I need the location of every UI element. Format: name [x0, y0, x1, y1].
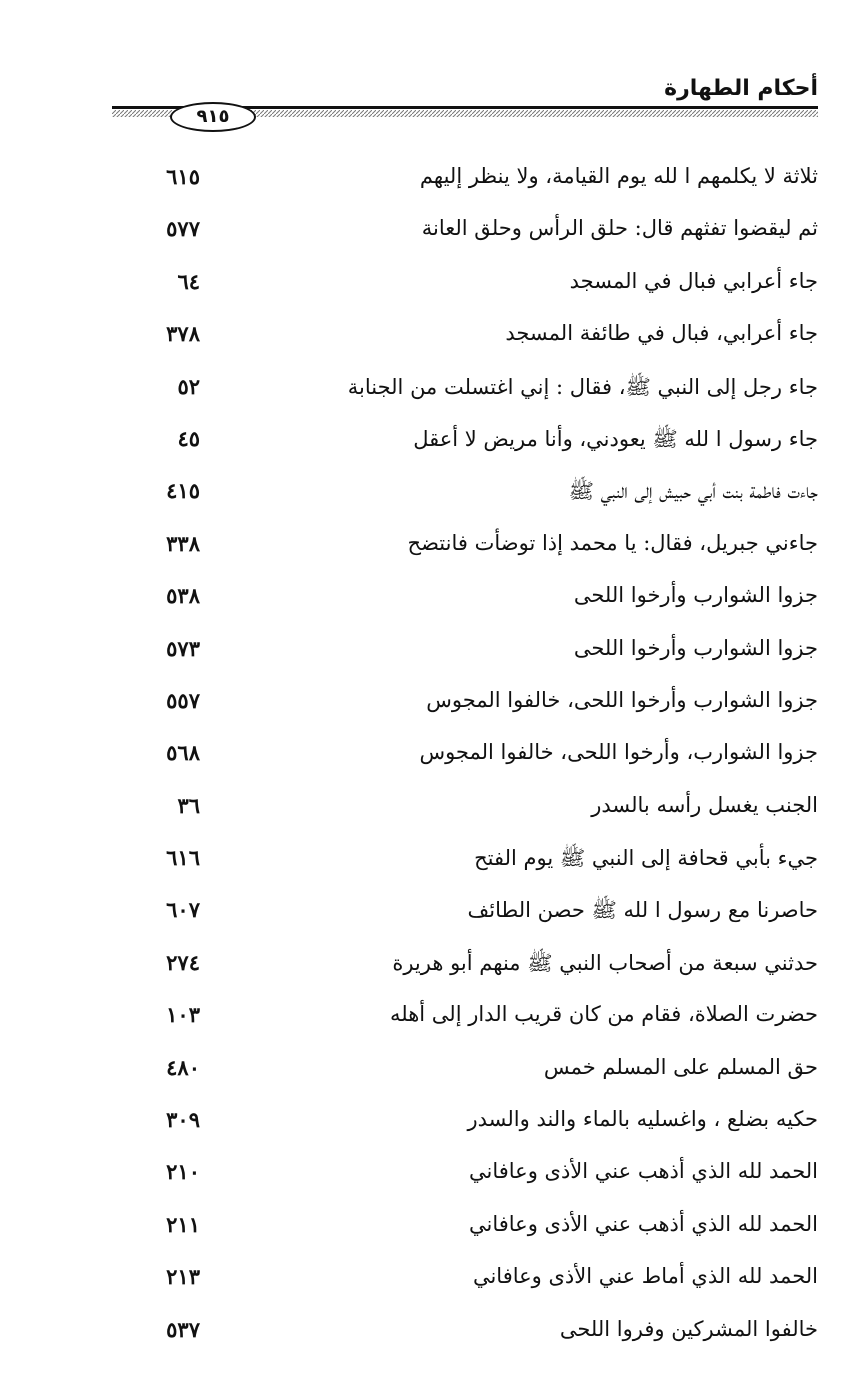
entry-text: جاء أعرابي فبال في المسجد: [569, 268, 818, 293]
entry-page-number: ٥٦٨: [166, 740, 200, 766]
entry-page-number: ٥٢: [177, 373, 200, 399]
entry-text: خالفوا المشركين وفروا اللحى: [559, 1316, 818, 1341]
entry-text: حاصرنا مع رسول ا لله ﷺ حصن الطائف: [467, 898, 818, 923]
entry-page-number: ٦٤: [177, 268, 200, 294]
entry-text: الحمد لله الذي أماط عني الأذى وعافاني: [472, 1264, 818, 1289]
entry-text: جاء أعرابي، فبال في طائفة المسجد: [505, 321, 818, 346]
entry-page-number: ٢١٣: [166, 1264, 200, 1290]
entry-text: الجنب يغسل رأسه بالسدر: [591, 792, 818, 817]
entry-text: حق المسلم على المسلم خمس: [543, 1054, 818, 1079]
entry-page-number: ٣٠٩: [166, 1107, 200, 1133]
index-entry: [0, 573, 868, 625]
entry-page-number: ٤٥: [177, 425, 200, 451]
index-entry: [0, 259, 868, 311]
entry-text: الحمد لله الذي أذهب عني الأذى وعافاني: [468, 1211, 818, 1236]
entry-page-number: ٥٣٨: [166, 583, 200, 609]
index-entry: [0, 1045, 868, 1097]
index-entry: [0, 887, 868, 939]
index-entry: [0, 992, 868, 1044]
entry-text: حكيه بضلع ، واغسليه بالماء والند والسدر: [467, 1107, 818, 1132]
index-entry: [0, 1202, 868, 1254]
entry-text: جزوا الشوارب وأرخوا اللحى: [573, 583, 818, 608]
entry-page-number: ٥٣٧: [166, 1316, 200, 1342]
index-entry: [0, 626, 868, 678]
running-header-title: أحكام الطهارة: [664, 76, 818, 101]
entry-page-number: ٢٧٤: [166, 949, 200, 975]
entry-text: جزوا الشوارب وأرخوا اللحى، خالفوا المجوس: [426, 687, 818, 712]
entry-page-number: ٦٠٧: [166, 897, 200, 923]
entry-text: جاء رسول ا لله ﷺ يعودني، وأنا مريض لا أعقل: [413, 426, 818, 451]
entry-page-number: ٣٦: [177, 792, 200, 818]
entry-page-number: ٤١٥: [166, 478, 200, 504]
index-entry: [0, 1097, 868, 1149]
index-entry: [0, 678, 868, 730]
index-entry: [0, 1254, 868, 1306]
entry-text: حدثني سبعة من أصحاب النبي ﷺ منهم أبو هريرة: [392, 950, 818, 975]
index-entry: [0, 940, 868, 992]
entry-page-number: ٥٧٣: [166, 635, 200, 661]
entry-text: جاءت فاطمة بنت أبي حبيش إلى النبي ﷺ: [568, 479, 818, 504]
entry-page-number: ٣٧٨: [166, 321, 200, 347]
entry-page-number: ٥٧٧: [166, 216, 200, 242]
index-entries: [0, 154, 868, 1359]
entry-text: ثلاثة لا يكلمهم ا لله يوم القيامة، ولا ينظر إليهم: [419, 164, 818, 188]
entry-page-number: ٤٨٠: [166, 1054, 200, 1080]
entry-page-number: ٦١٦: [166, 845, 200, 871]
index-entry: [0, 206, 868, 258]
index-entry: [0, 154, 868, 206]
entry-text: جيء بأبي قحافة إلى النبي ﷺ يوم الفتح: [474, 846, 818, 871]
index-entry: [0, 730, 868, 782]
index-entry: [0, 364, 868, 416]
entry-text: جاءني جبريل، فقال: يا محمد إذا توضأت فانتضح: [407, 530, 818, 555]
entry-text: جزوا الشوارب، وأرخوا اللحى، خالفوا المجوس: [419, 740, 818, 765]
entry-page-number: ٢١٠: [166, 1159, 200, 1185]
entry-page-number: ٢١١: [166, 1211, 200, 1237]
entry-page-number: ٥٥٧: [166, 687, 200, 713]
index-entry: [0, 1149, 868, 1201]
entry-page-number: ٣٣٨: [166, 530, 200, 556]
index-entry: [0, 311, 868, 363]
entry-text: الحمد لله الذي أذهب عني الأذى وعافاني: [468, 1159, 818, 1184]
index-entry: [0, 468, 868, 520]
entry-text: حضرت الصلاة، فقام من كان قريب الدار إلى أهله: [390, 1002, 818, 1027]
entry-page-number: ٦١٥: [166, 164, 200, 189]
index-entry: [0, 783, 868, 835]
index-entry: [0, 416, 868, 468]
index-entry: [0, 521, 868, 573]
entry-text: ثم ليقضوا تفثهم قال: حلق الرأس وحلق العانة: [421, 216, 818, 241]
entry-text: جزوا الشوارب وأرخوا اللحى: [573, 635, 818, 660]
index-entry: [0, 1307, 868, 1359]
page-number-badge: ٩١٥: [170, 102, 256, 132]
entry-text: جاء رجل إلى النبي ﷺ، فقال : إني اغتسلت من الجنابة: [347, 374, 818, 399]
entry-page-number: ١٠٣: [166, 1002, 200, 1028]
index-entry: [0, 835, 868, 887]
